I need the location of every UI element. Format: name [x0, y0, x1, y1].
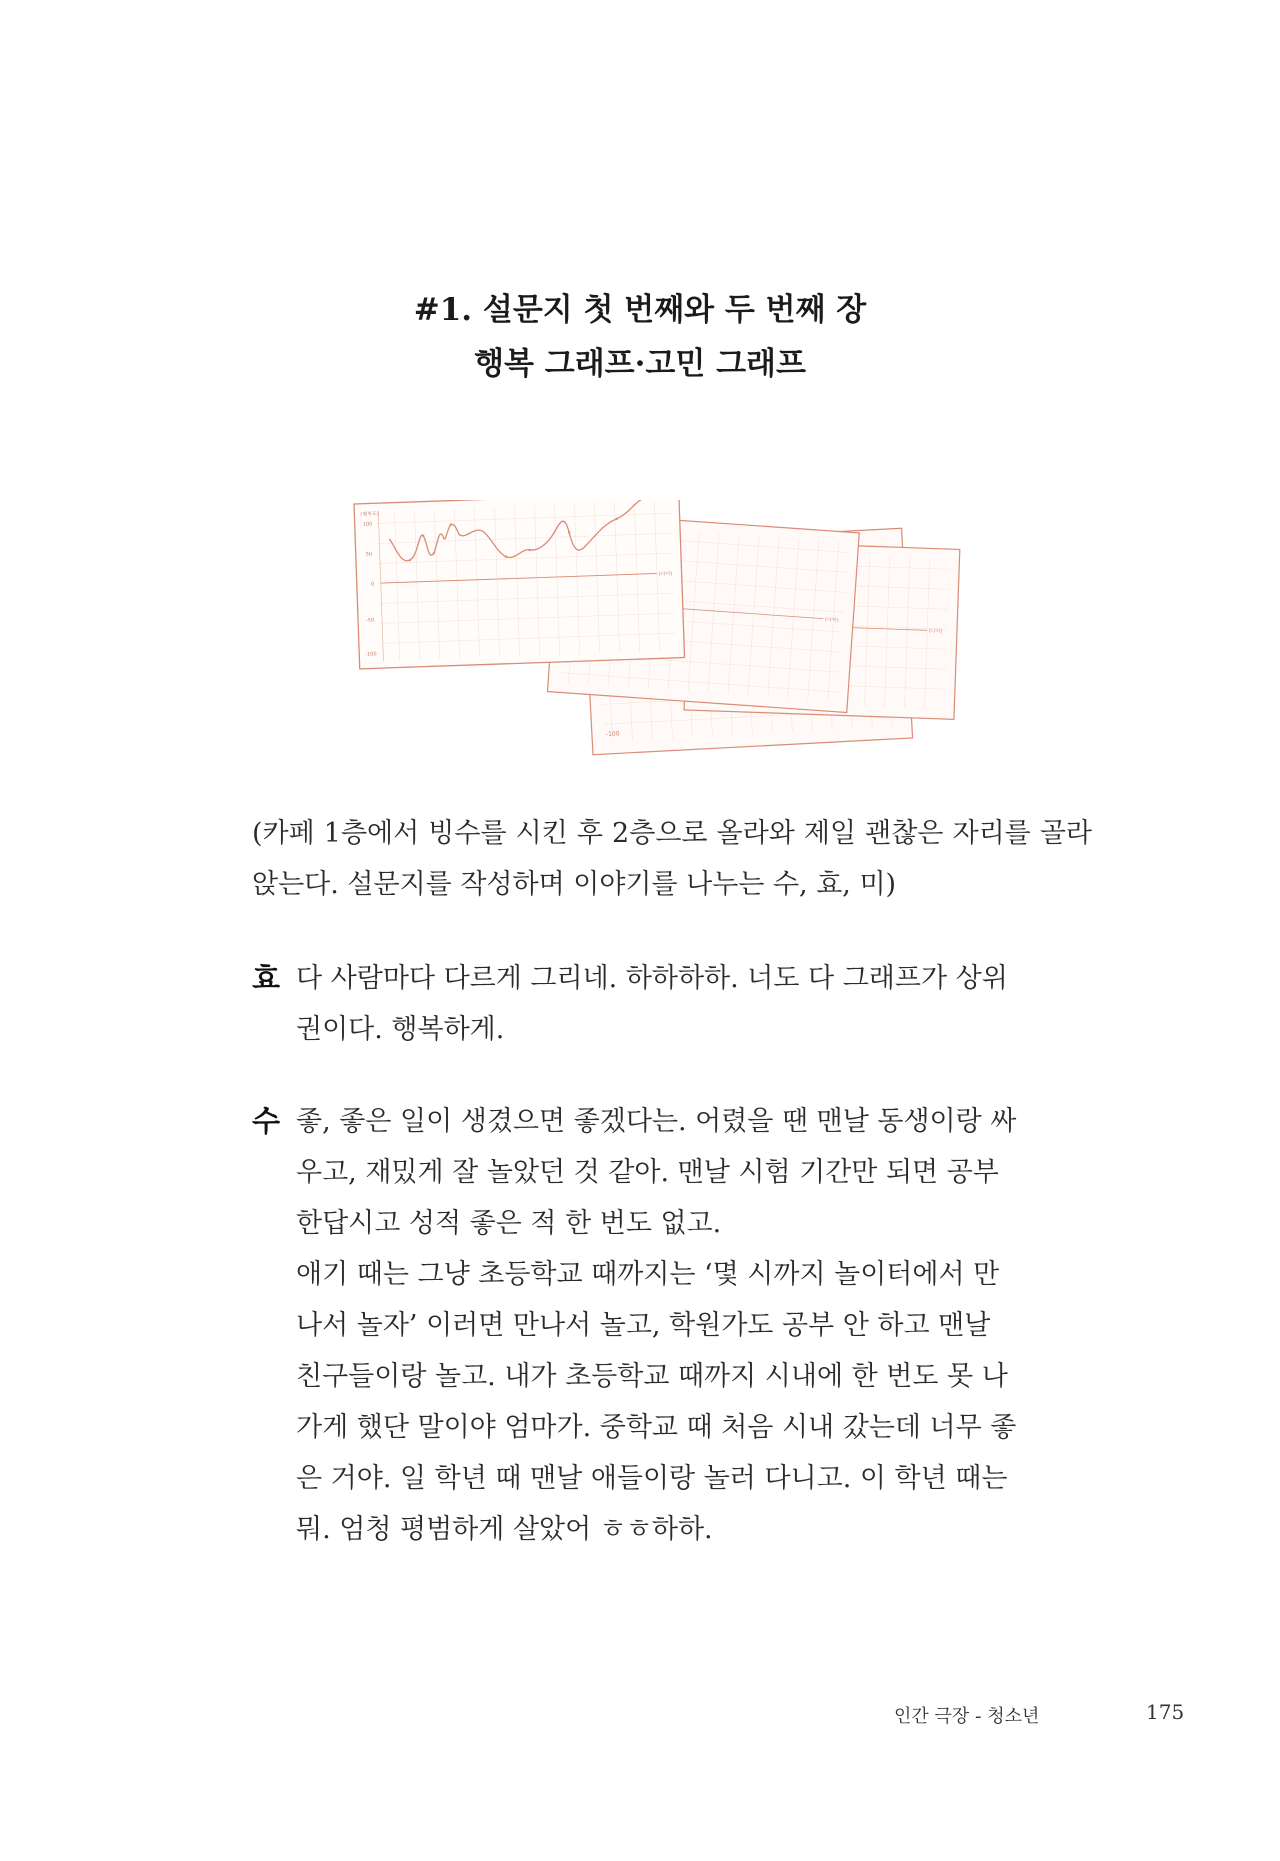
middle-sheet-axis-label: (나이): [824, 616, 839, 624]
page-number: 175: [1146, 1700, 1185, 1724]
dialogue-text: [296, 1096, 1092, 1555]
graph-sheet-front: [354, 500, 685, 669]
y-tick: 0: [370, 581, 375, 588]
dialogue-text: [296, 953, 1092, 1055]
speaker-label: 효: [252, 961, 281, 995]
x-axis-end-label: (나이): [658, 570, 673, 578]
dialogue-line: 뭐. 엄청 평범하게 살았어 ㅎㅎ하하.: [296, 1514, 713, 1545]
section-subtitle: 행복 그래프·고민 그래프: [474, 346, 806, 382]
dialogue-line: 나서 놀자’ 이러면 만나서 놀고, 학원가도 공부 안 하고 맨날: [296, 1310, 991, 1341]
dialogue-line: 은 거야. 일 학년 때 맨날 애들이랑 놀러 다니고. 이 학년 때는: [296, 1463, 1008, 1494]
dialogue-line: 우고, 재밌게 잘 놀았던 것 같아. 맨날 시험 기간만 되면 공부: [296, 1157, 999, 1188]
back-sheet-axis-label: (나이): [928, 628, 943, 635]
y-tick: -100: [365, 651, 377, 658]
bottom-sheet-tick: -100: [605, 730, 620, 739]
dialogue-line: 다 사람마다 다르게 그리네. 하하하하. 너도 다 그래프가 상위: [296, 963, 1008, 994]
stage-direction: (카페 1층에서 빙수를 시킨 후 2층으로 올라와 제일 괜찮은 자리를 골라 앉는다. 설문지를 작성하며 이야기를 나누는 수, 효, 미): [252, 818, 1092, 900]
y-axis-title: (행복도): [360, 511, 379, 518]
section-title: #1. 설문지 첫 번째와 두 번째 장: [413, 292, 867, 328]
dialogue-line: 좋, 좋은 일이 생겼으면 좋겠다는. 어렸을 땐 맨날 동생이랑 싸: [296, 1106, 1017, 1137]
y-tick: -50: [365, 617, 375, 624]
dialogue-line: 권이다. 행복하게.: [296, 1014, 505, 1045]
survey-graph-sheets-illustration: [350, 500, 985, 770]
y-tick: 50: [365, 551, 373, 558]
running-footer-title: 인간 극장 - 청소년: [894, 1706, 1040, 1727]
dialogue-line: 가게 했단 말이야 엄마가. 중학교 때 처음 시내 갔는데 너무 좋: [296, 1412, 1017, 1443]
speaker-label: 수: [252, 1104, 281, 1138]
dialogue-line: 한답시고 성적 좋은 적 한 번도 없고.: [296, 1208, 722, 1239]
y-tick: 100: [362, 521, 373, 528]
dialogue-line: 친구들이랑 놀고. 내가 초등학교 때까지 시내에 한 번도 못 나: [296, 1361, 1008, 1392]
dialogue-line: 애기 때는 그냥 초등학교 때까지는 ‘몇 시까지 놀이터에서 만: [296, 1259, 1000, 1290]
